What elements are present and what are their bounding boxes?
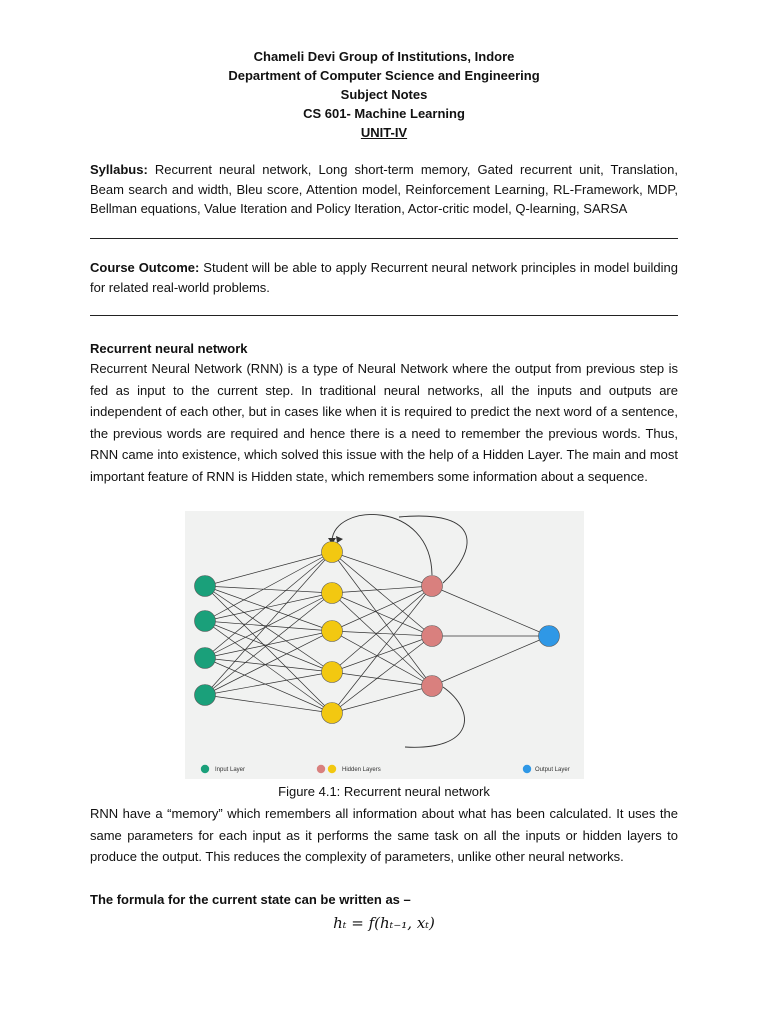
rnn-diagram [185,511,584,779]
memory-paragraph: RNN have a “memory” which remembers all information about what has been calculated. It uses the same parameters for each input as it performs the same task on all the inputs or hidden layers to produce the output. This reduces the complexity of parameters, unlike other neural networks. [90,806,678,865]
hidden-legend-label: Hidden Layers [342,767,381,773]
recurrent-node [422,626,443,647]
outcome-paragraph [90,258,678,297]
input-legend-label: Input Layer [215,767,246,773]
recurrent-node [422,676,443,697]
nodes [195,542,560,724]
hidden-legend-dot [328,765,336,773]
legend [201,765,570,773]
department-title: Department of Computer Science and Engineering [228,68,540,83]
recurrent-loops [328,514,467,747]
input-hidden-edge [205,552,332,621]
divider [90,238,678,239]
outcome-label: Course Outcome: [90,260,200,275]
output-node [539,626,560,647]
recurrent-node [422,576,443,597]
hidden-node [322,621,343,642]
formula-label: The formula for the current state can be written as – [90,892,411,907]
syllabus-label: Syllabus: [90,162,148,177]
input-node [195,648,216,669]
state-formula: hₜ = f(hₜ₋₁, xₜ) [333,914,435,932]
input-hidden-edge [205,672,332,695]
rnn-intro-paragraph: Recurrent Neural Network (RNN) is a type of Neural Network where the output from previous step is fed as input to the current step. In traditional neural networks, all the inputs and outputs are independent of each other, but in cases like when it is required to predict the next word of a sentence, the previous words are required and hence there is a need to remember the previous words. Thus, RNN came into existence, which solved this issue with the help of a Hidden Layer. The main and most important feature of RNN is Hidden state, which remembers some information about a sequence. [90,361,678,484]
institution-title: Chameli Devi Group of Institutions, Indore [253,49,515,64]
recurrent-output-edge [432,636,549,686]
unit-title: UNIT-IV [360,125,408,140]
hidden-recurrent-edge [332,586,432,672]
hidden-recurrent-edge [332,586,432,631]
section-heading: Recurrent neural network [90,341,248,356]
hidden-recurrent-edge [332,636,432,713]
hidden-recurrent-edge [332,552,432,586]
syllabus-text: Recurrent neural network, Long short-term memory, Gated recurrent unit, Translation, Beam search and width, Bleu score, Attention model, Reinforcement Learning, RL-Framework, MDP, Bellman equations, Value Iteration and Policy Iteration, Actor-critic model, Q-learning, SARSA [90,162,678,216]
recurrent-output-edge [432,586,549,636]
input-hidden-edge [205,586,332,593]
input-node [195,576,216,597]
input-legend-dot [201,765,209,773]
output-legend-label: Output Layer [535,767,570,773]
hidden-recurrent-edge [332,686,432,713]
hidden-node [322,662,343,683]
syllabus-paragraph [90,160,678,219]
figure-caption: Figure 4.1: Recurrent neural network [278,784,490,799]
hidden-recurrent-edge [332,631,432,636]
input-hidden-edge [205,658,332,672]
outcome-text: Student will be able to apply Recurrent neural network principles in model building for related real-world problems. [90,260,679,295]
input-hidden-edge [205,552,332,586]
hidden-recurrent-edge [332,586,432,593]
divider [90,315,678,316]
doc-type-title: Subject Notes [340,87,428,102]
hidden-node [322,583,343,604]
input-hidden-edge [205,593,332,621]
connections [205,552,549,713]
hidden-node [322,542,343,563]
input-node [195,611,216,632]
input-hidden-edge [205,695,332,713]
rnn-figure [185,511,584,779]
course-title: CS 601- Machine Learning [303,106,465,121]
input-hidden-edge [205,552,332,695]
hidden-recurrent-edge [332,586,432,713]
input-hidden-edge [205,593,332,658]
hidden-recurrent-edge [332,552,432,636]
input-hidden-edge [205,621,332,631]
hidden-recurrent-edge [332,636,432,672]
recurrent-legend-dot [317,765,325,773]
hidden-recurrent-edge [332,593,432,636]
hidden-node [322,703,343,724]
hidden-recurrent-edge [332,552,432,686]
input-node [195,685,216,706]
output-legend-dot [523,765,531,773]
